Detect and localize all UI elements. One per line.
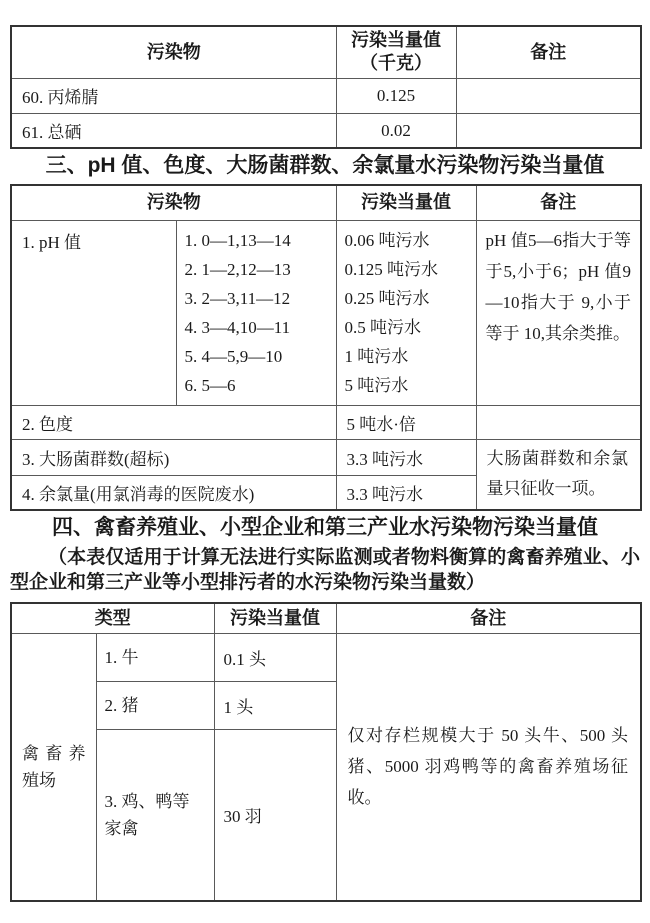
section-four-scope-note: （本表仅适用于计算无法进行实际监测或者物料衡算的禽畜养殖业、小型企业和第三产业等小型排污者的水污染物污染当量数） bbox=[10, 546, 640, 594]
pollutant-name: 2. 色度 bbox=[11, 406, 336, 440]
section-four-title: 四、禽畜养殖业、小型企业和第三产业水污染物污染当量值 bbox=[52, 515, 598, 539]
column-header-type: 类型 bbox=[11, 603, 214, 633]
equivalent-value: 0.02 bbox=[336, 113, 456, 148]
type-name: 1. 牛 bbox=[96, 633, 214, 681]
column-header-equivalent: 污染当量值 bbox=[336, 185, 476, 221]
table-row-total-selenium bbox=[11, 113, 641, 148]
type-name: 2. 猪 bbox=[96, 681, 214, 729]
table-row-ph bbox=[11, 221, 641, 406]
remark-cell bbox=[476, 406, 641, 440]
table-row-chroma bbox=[11, 406, 641, 440]
equivalent-value: 30 羽 bbox=[214, 729, 336, 901]
ph-range-list: 1. 0—1,13—14 2. 1—2,12—13 3. 2—3,11—12 4. 3—4,10—11 5. 4—5,9—10 6. 5—6 bbox=[176, 221, 336, 406]
water-pollutant-equivalent-table-continued bbox=[10, 25, 642, 149]
equivalent-value: 5 吨水·倍 bbox=[336, 406, 476, 440]
equivalent-value: 0.1 头 bbox=[214, 633, 336, 681]
column-header-remark: 备注 bbox=[476, 185, 641, 221]
group-label-livestock-farm: 禽畜养殖场 bbox=[11, 633, 96, 901]
ph-chroma-coliform-chlorine-table bbox=[10, 184, 642, 511]
equivalent-value: 3.3 吨污水 bbox=[336, 440, 476, 476]
column-header-remark: 备注 bbox=[456, 26, 641, 78]
table-row-cattle bbox=[11, 633, 641, 681]
ph-equivalent-list: 0.06 吨污水 0.125 吨污水 0.25 吨污水 0.5 吨污水 1 吨污水 5 吨污水 bbox=[336, 221, 476, 406]
pollutant-name: 3. 大肠菌群数(超标) bbox=[11, 440, 336, 476]
equivalent-value: 0.125 bbox=[336, 78, 456, 113]
header-row bbox=[11, 185, 641, 221]
equivalent-value: 3.3 吨污水 bbox=[336, 476, 476, 510]
section-three-title: 三、pH 值、色度、大肠菌群数、余氯量水污染物污染当量值 bbox=[45, 154, 605, 178]
equivalent-value: 1 头 bbox=[214, 681, 336, 729]
header-row bbox=[11, 26, 641, 78]
type-name: 3. 鸡、鸭等家禽 bbox=[96, 729, 214, 901]
column-header-equivalent: 污染当量值 bbox=[214, 603, 336, 633]
ph-remark: pH 值5—6指大于等于5,小于6；pH 值9—10指大于 9,小于等于 10,其余类推。 bbox=[476, 221, 641, 406]
column-header-pollutant: 污染物 bbox=[11, 26, 336, 78]
livestock-equivalent-table bbox=[10, 602, 642, 902]
column-header-equivalent-kg: 污染当量值 （千克） bbox=[336, 26, 456, 78]
shared-remark-cell: 大肠菌群数和余氯量只征收一项。 bbox=[476, 440, 641, 510]
group-remark-cell: 仅对存栏规模大于 50 头牛、500 头猪、5000 羽鸡鸭等的禽畜养殖场征收。 bbox=[336, 633, 641, 901]
remark-cell bbox=[456, 113, 641, 148]
column-header-pollutant: 污染物 bbox=[11, 185, 336, 221]
table-row-coliform bbox=[11, 440, 641, 476]
remark-cell bbox=[456, 78, 641, 113]
pollutant-name: 60. 丙烯腈 bbox=[11, 78, 336, 113]
ph-row-label: 1. pH 值 bbox=[11, 221, 176, 406]
pollutant-name: 4. 余氯量(用氯消毒的医院废水) bbox=[11, 476, 336, 510]
pollutant-name: 61. 总硒 bbox=[11, 113, 336, 148]
column-header-remark: 备注 bbox=[336, 603, 641, 633]
header-row bbox=[11, 603, 641, 633]
table-row-acrylonitrile bbox=[11, 78, 641, 113]
